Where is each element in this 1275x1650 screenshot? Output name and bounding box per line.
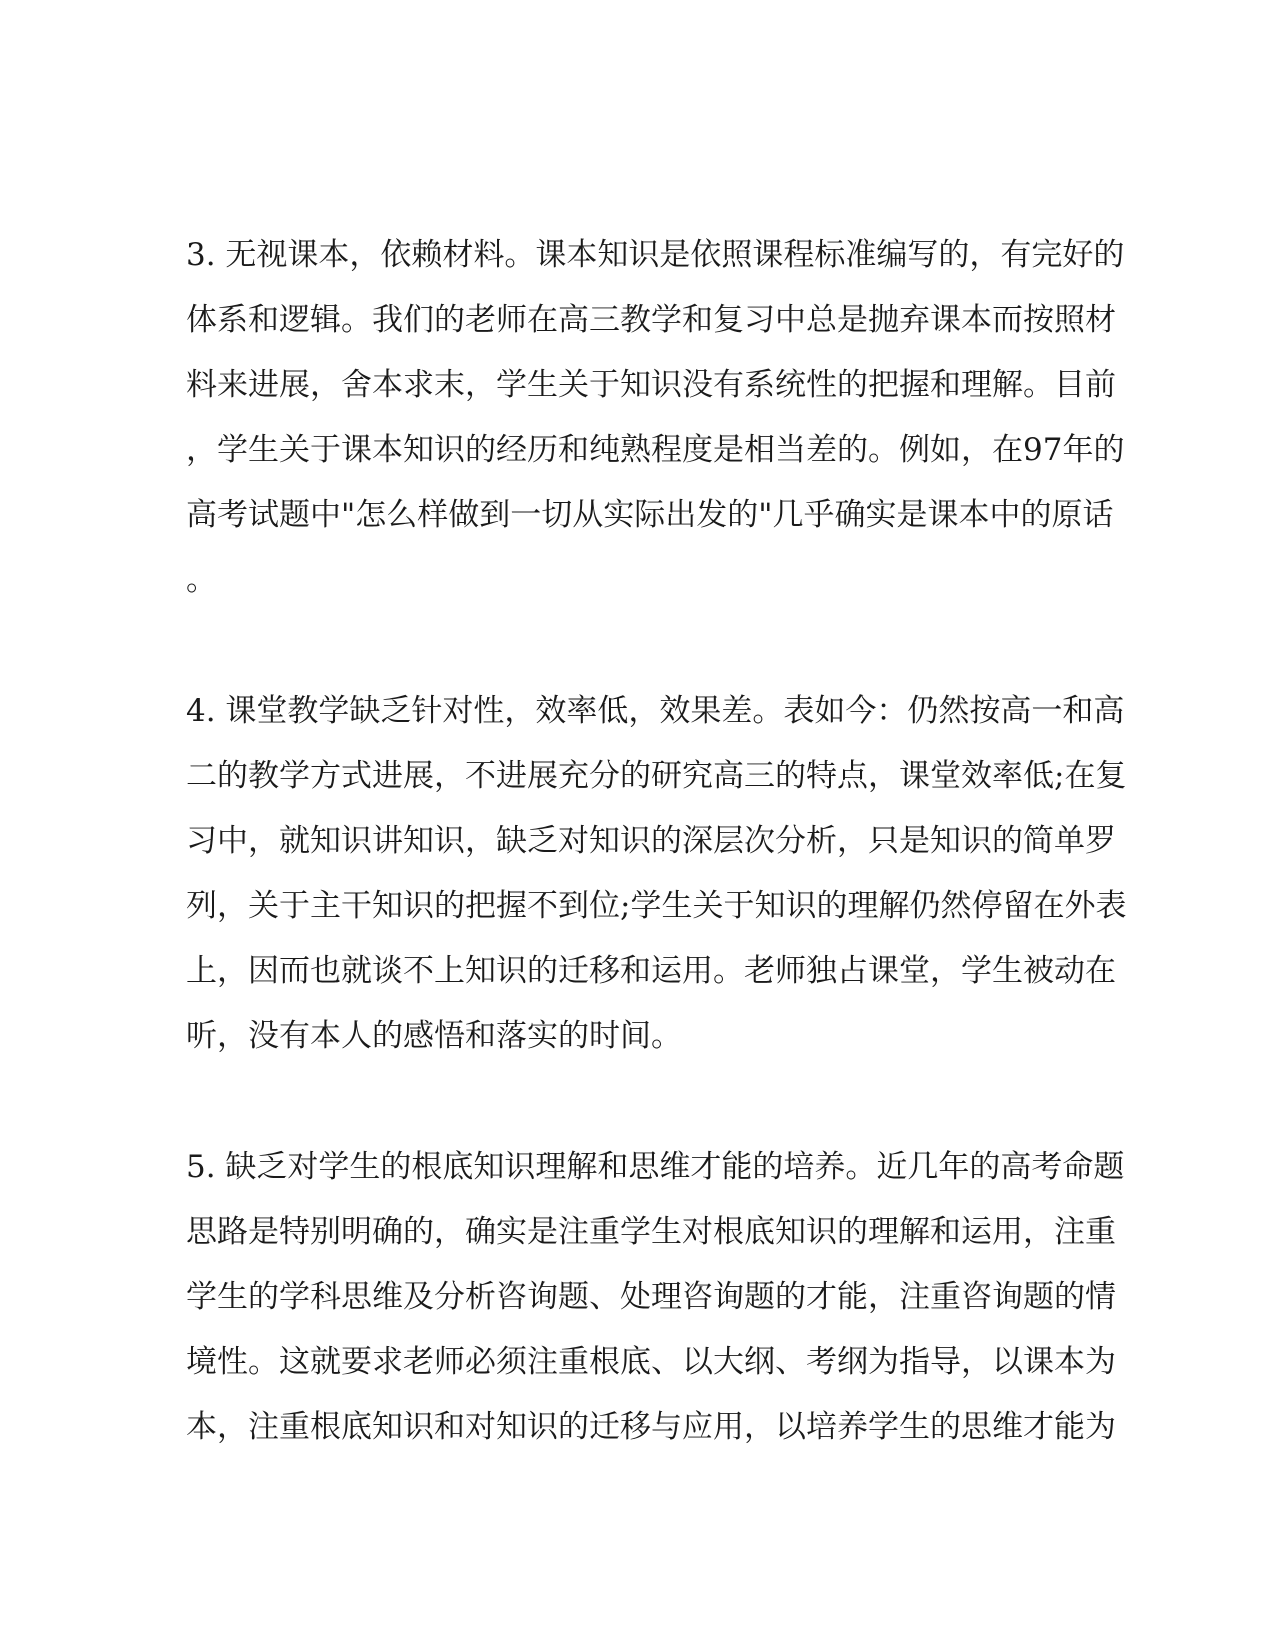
text-line: 听，没有本人的感悟和落实的时间。 (186, 1018, 682, 1054)
text-line: 二的教学方式进展，不进展充分的研究高三的特点，课堂效率低;在复 (186, 758, 1127, 794)
text-line: 高考试题中"怎么样做到一切从实际出发的"几乎确实是课本中的原话 (186, 497, 1114, 533)
text-line: 学生的学科思维及分析咨询题、处理咨询题的才能，注重咨询题的情 (186, 1279, 1116, 1315)
text-line: 5. 缺乏对学生的根底知识理解和思维才能的培养。近几年的高考命题 (186, 1149, 1125, 1185)
paragraph-item-5 (186, 1135, 1125, 1460)
text-line: 上，因而也就谈不上知识的迁移和运用。老师独占课堂，学生被动在 (186, 953, 1116, 989)
text-line: 体系和逻辑。我们的老师在高三教学和复习中总是抛弃课本而按照材 (186, 302, 1116, 338)
text-line: 料来进展，舍本求末，学生关于知识没有系统性的把握和理解。目前 (186, 367, 1116, 403)
paragraph-item-4 (186, 679, 1127, 1069)
text-line: 。 (186, 562, 217, 598)
text-line: 境性。这就要求老师必须注重根底、以大纲、考纲为指导，以课本为 (186, 1344, 1116, 1380)
text-line: 列，关于主干知识的把握不到位;学生关于知识的理解仍然停留在外表 (186, 888, 1127, 924)
text-line: 习中，就知识讲知识，缺乏对知识的深层次分析，只是知识的简单罗 (186, 823, 1116, 859)
text-line: 3. 无视课本，依赖材料。课本知识是依照课程标准编写的，有完好的 (186, 237, 1125, 273)
text-line: 本，注重根底知识和对知识的迁移与应用，以培养学生的思维才能为 (186, 1409, 1116, 1445)
text-line: 4. 课堂教学缺乏针对性，效率低，效果差。表如今：仍然按高一和高 (186, 693, 1125, 729)
paragraph-item-3 (186, 223, 1125, 613)
text-line: ，学生关于课本知识的经历和纯熟程度是相当差的。例如，在97年的 (186, 432, 1125, 468)
text-line: 思路是特别明确的，确实是注重学生对根底知识的理解和运用，注重 (186, 1214, 1116, 1250)
